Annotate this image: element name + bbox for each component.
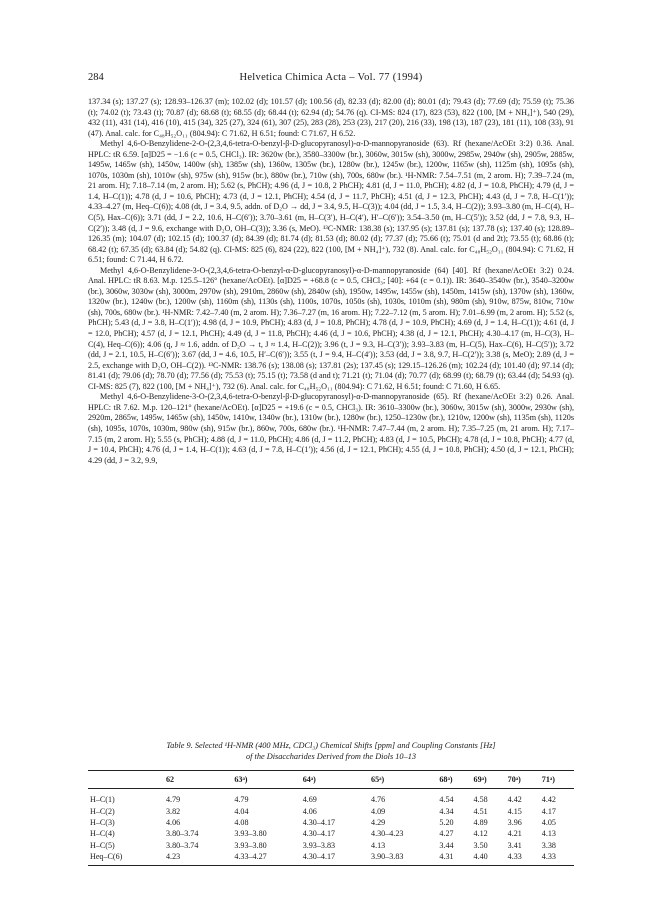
table-cell: 4.30–4.23 — [371, 829, 404, 839]
table-cell: 4.89 — [473, 817, 488, 827]
table-cell: 4.30–4.17 — [302, 817, 336, 827]
table-cell: 4.29 — [371, 817, 386, 827]
column-header: 69ᵃ) — [472, 771, 506, 789]
row-label: H–C(5) — [90, 840, 115, 850]
column-header: 68ᵃ) — [437, 771, 471, 789]
body-text — [88, 97, 574, 466]
table-cell: 4.17 — [541, 806, 556, 816]
table-cell: 3.50 — [473, 840, 488, 850]
row-label: H–C(3) — [90, 817, 115, 827]
column-header: 70ᵃ) — [506, 771, 540, 789]
table-cell: 4.27 — [439, 829, 454, 839]
table-cell: 4.09 — [371, 806, 386, 816]
paragraph-compound-63: Methyl 4,6-O-Benzylidene-2-O-(2,3,4,6-tetra-O-benzyl-β-D-glucopyranosyl)-α-D-mannopyranoside (63). Rf (hexane/AcOEt 3:2) 0.36. Anal. HPLC: tR 6.59. [α]D25 = −1.6 (c = 0.5, CHCl₃). IR: 3620w (br.), 3580–3300w (br.), 3060w, 3015w (sh), 3000w, 2985w, 2940w (sh), 2905w, 2885w, 1495w, 1465w (sh), 1450w, 1400w (sh), 1385w (sh), 1360w, 1305w (br.), 1280w (br.), 1245w (br.), 1200w, 1165w (sh), 1125m (sh), 1095s (sh), 1070s, 1030m (sh), 1010w (sh), 975w (sh), 915w (br.), 880w (br.), 710w (sh), 700s, 680w (br.). ¹H-NMR: 7.54–7.51 (m, 2 arom. H); 7.39–7.24 (m, 21 arom. H); 7.18–7.14 (m, 2 arom. H); 5.62 (s, PhCH); 4.96 (d, J = 10.8, 2 PhCH); 4.81 (d, J = 11.0, PhCH); 4.82 (d, J = 10.8, PhCH); 4.79 (d, J = 1.4, H–C(1)); 4.78 (d, J = 10.6, PhCH); 4.73 (d, J = 12.1, PhCH); 4.54 (d, J = 11.7, PhCH); 4.51 (d, J = 12.3, PhCH); 4.43 (d, J = 7.8, H–C(1′)); 4.33–4.27 (m, Heq–C(6)); 4.08 (dt, J = 3.4, 9.5, addn. of D₂O → dd, J = 3.4, 9.5, H–C(3)); 4.04 (dd, J = 1.5, 3.4, H–C(2)); 3.93–3.80 (m, H–C(4), H–C(5), Hax–C(6)); 3.71 (dd, J = 2.2, 10.6, H–C(6′)); 3.70–3.61 (m, H–C(3′), H–C(4′), H′–C(6′)); 3.54–3.50 (m, H–C(5′)); 3.52 (dd, J = 7.8, 9.3, H–C(2′)); 3.48 (d, J = 9.6, exchange with D₂O, OH–C(3)); 3.36 (s, MeO). ¹³C-NMR: 138.38 (s); 137.95 (s); 137.81 (s); 137.78 (s); 137.40 (s); 128.89–126.35 (m); 104.07 (d); 102.15 (d); 100.37 (d); 84.39 (d); 81.74 (d); 81.53 (d); 80.02 (d); 77.37 (d); 75.66 (t); 75.01 (d and 2t); 73.55 (t); 68.86 (t); 68.42 (t); 67.35 (d); 63.84 (d); 54.82 (q). CI-MS: 825 (6), 824 (22), 822 (100, [M + NH₄]⁺), 732 (8). Anal. calc. for C₄₈H₅₂O₁₁ (804.94): C 71.62, H 6.51; found: C 71.44, H 6.72. — [88, 139, 574, 265]
table-cell: 3.80–3.74 — [166, 829, 199, 839]
table-cell: 4.05 — [541, 817, 556, 827]
row-label: H–C(1) — [90, 795, 115, 805]
table-header-row — [88, 771, 574, 789]
paragraph-compound-65: Methyl 4,6-O-Benzylidene-3-O-(2,3,4,6-tetra-O-benzyl-β-D-glucopyranosyl)-α-D-mannopyranoside (65). Rf (hexane/AcOEt 3:2) 0.26. Anal. HPLC: tR 7.62. M.p. 120–121° (hexane/AcOEt). [α]D25 = +19.6 (c = 0.5, CHCl₃). IR: 3610–3300w (br.), 3060w, 3015w (sh), 3000w, 2930w (sh), 2920m, 2865w, 1495w, 1465w (sh), 1450w, 1410w, 1340w (br.), 1310w (br.), 1280w (br.), 1250–1230w (br.), 1210w, 1200w (sh), 1135m (sh), 1120s (sh), 1095s, 1070s, 1030m, 980w (sh), 915w (br.), 860w, 700s, 680w (br.). ¹H-NMR: 7.47–7.44 (m, 2 arom. H); 7.35–7.25 (m, 21 arom. H); 7.17–7.15 (m, 2 arom. H); 5.55 (s, PhCH); 4.88 (d, J = 11.0, PhCH); 4.86 (d, J = 11.2, PhCH); 4.83 (d, J = 10.5, PhCH); 4.78 (d, J = 10.8, PhCH); 4.77 (d, J = 10.4, PhCH); 4.76 (d, J = 1.4, H–C(1)); 4.63 (d, J = 7.8, H–C(1′)); 4.56 (d, J = 12.1, PhCH); 4.55 (d, J = 10.8, PhCH); 4.50 (d, J = 12.1, PhCH); 4.29 (dd, J = 3.2, 9.9, — [88, 392, 574, 465]
table-cell: 3.41 — [507, 840, 522, 850]
running-head — [88, 72, 574, 86]
table-cell: 4.15 — [507, 806, 522, 816]
table-cell: 4.12 — [473, 829, 488, 839]
table-cell: 3.93–3.80 — [234, 840, 267, 850]
column-header: 63ᵃ) — [232, 771, 300, 789]
table-cell: 4.06 — [302, 806, 317, 816]
table-cell: 4.30–4.17 — [301, 851, 369, 866]
table-cell: 4.40 — [472, 851, 506, 866]
table-cell: 4.13 — [541, 829, 556, 839]
column-header: 64ᵃ) — [301, 771, 369, 789]
table-cell: 4.42 — [507, 795, 522, 805]
table-cell: 4.06 — [166, 817, 181, 827]
row-label: H–C(4) — [90, 829, 115, 839]
table-cell: 4.08 — [234, 817, 249, 827]
row-label: Heq–C(6) — [88, 851, 164, 866]
table-caption-line-1: Table 9. Selected ¹H-NMR (400 MHz, CDCl₃) Chemical Shifts [ppm] and Coupling Constants [Hz] — [166, 741, 496, 750]
table-cell: 4.69 — [302, 795, 317, 805]
page-number: 284 — [88, 72, 104, 83]
table-cell: 3.90–3.83 — [369, 851, 437, 866]
table-cell: 4.54 — [439, 795, 454, 805]
table-cell: 4.76 — [371, 795, 386, 805]
nmr-shift-table — [88, 770, 574, 866]
table-row — [88, 851, 574, 866]
table-row — [88, 817, 574, 828]
table-cell: 4.79 — [166, 795, 181, 805]
table-cell: 4.33 — [540, 851, 574, 866]
table-cell: 4.42 — [541, 795, 556, 805]
table-row — [88, 840, 574, 851]
table-cell: 3.44 — [439, 840, 454, 850]
table-cell: 4.58 — [473, 795, 488, 805]
table-cell: 4.33–4.27 — [232, 851, 300, 866]
table-cell: 3.93–3.80 — [234, 829, 267, 839]
table-cell: 4.04 — [234, 806, 249, 816]
paragraph-compound-64: Methyl 4,6-O-Benzylidene-3-O-(2,3,4,6-tetra-O-benzyl-α-D-glucopyranosyl)-α-D-mannopyranoside (64) [40]. Rf (hexane/AcOEt 3:2) 0.24. Anal. HPLC: tR 8.63. M.p. 125.5–126° (hexane/AcOEt). [α]D25 = +68.8 (c = 0.5, CHCl₃; [40]: +64 (c = 0.1)). IR: 3640–3540w (br.), 3540–3200w (br.), 3060w, 3030w (sh), 3000m, 2970w (sh), 2910m, 2860w (sh), 2840w (sh), 1950w, 1495w, 1455w (sh), 1450m, 1415w (sh), 1370w (sh), 1360w, 1320w (br.), 1240w (br.), 1200w (sh), 1160m (sh), 1130s (sh), 1100s, 1070s, 1050s (sh), 1030s, 1010m (sh), 980m (sh), 910w, 875w, 810w, 710w (sh), 700s, 680w (br.). ¹H-NMR: 7.42–7.40 (m, 2 arom. H); 7.36–7.27 (m, 16 arom. H); 7.22–7.12 (m, 5 arom. H); 7.01–6.99 (m, 2 arom. H); 5.52 (s, PhCH); 5.43 (d, J = 3.8, H–C(1′)); 4.98 (d, J = 10.9, PhCH); 4.83 (d, J = 10.8, PhCH); 4.78 (d, J = 10.9, PhCH); 4.69 (d, J = 1.4, H–C(1)); 4.61 (d, J = 12.0, PhCH); 4.57 (d, J = 12.1, PhCH); 4.49 (d, J = 11.8, PhCH); 4.46 (d, J = 10.6, PhCH); 4.38 (d, J = 12.1, PhCH); 4.30–4.17 (m, H–C(3), H–C(4), Heq–C(6)); 4.06 (q, J ≈ 1.6, addn. of D₂O → t, J ≈ 1.4, H–C(2)); 3.96 (t, J = 9.3, H–C(3′)); 3.93–3.83 (m, H–C(5), Hax–C(6), H–C(5′)); 3.72 (dd, J = 2.1, 10.5, H–C(6′)); 3.67 (dd, J = 4.6, 10.5, H′–C(6′)); 3.55 (t, J = 9.4, H–C(4′)); 3.53 (dd, J = 3.8, 9.7, H–C(2′)); 3.38 (s, MeO); 2.89 (d, J = 2.5, exchange with D₂O, OH–C(2)). ¹³C-NMR: 138.76 (s); 138.08 (s); 137.81 (2s); 137.45 (s); 129.15–126.26 (m); 102.24 (d); 101.40 (d); 97.14 (d); 81.41 (d); 79.06 (d); 78.70 (d); 77.56 (d); 75.53 (t); 75.15 (t); 73.58 (d and t); 71.21 (t); 71.04 (d); 70.77 (d); 68.99 (t); 68.79 (t); 63.44 (d); 54.93 (q). CI-MS: 825 (7), 822 (100, [M + NH₄]⁺), 732 (6). Anal. calc. for C₄₈H₅₂O₁₁ (804.94): C 71.62, H 6.51; found: C 71.60, H 6.65. — [88, 265, 574, 391]
table-row — [88, 789, 574, 806]
table-cell: 4.13 — [371, 840, 386, 850]
column-header: 65ᵃ) — [369, 771, 437, 789]
table-cell: 3.82 — [166, 806, 181, 816]
table-cell: 3.80–3.74 — [166, 840, 199, 850]
table-cell: 4.34 — [439, 806, 454, 816]
table-cell: 4.33 — [506, 851, 540, 866]
column-header: 71ᵃ) — [540, 771, 574, 789]
table-row — [88, 828, 574, 839]
table-cell: 3.96 — [507, 817, 522, 827]
paragraph-continuation: 137.34 (s); 137.27 (s); 128.93–126.37 (m); 102.02 (d); 101.57 (d); 100.56 (d), 82.33 (d); 82.00 (d); 80.01 (d); 79.43 (d); 77.69 (d); 75.59 (t); 75.36 (t); 74.02 (t); 73.43 (t); 70.87 (d); 68.68 (t); 68.55 (d); 68.44 (t); 62.94 (d); 54.76 (q). CI-MS: 824 (17), 823 (53), 822 (100, [M + NH₄]⁺), 540 (29), 432 (11), 431 (14), 416 (10), 415 (34), 325 (27), 324 (61), 307 (25), 283 (28), 253 (23), 217 (20), 216 (33), 198 (13), 187 (23), 181 (11), 108 (33), 91 (47). Anal. calc. for C₄₈H₅₂O₁₁ (804.94): C 71.62, H 6.51; found: C 71.67, H 6.52. — [88, 97, 574, 138]
table-cell: 4.79 — [234, 795, 249, 805]
table-cell: 4.30–4.17 — [302, 829, 336, 839]
table-cell: 4.51 — [473, 806, 488, 816]
table-caption-line-2: of the Disaccharides Derived from the Diols 10–13 — [246, 751, 416, 761]
row-label: H–C(2) — [90, 806, 115, 816]
table-row — [88, 805, 574, 816]
table-caption — [100, 741, 562, 762]
table-cell: 5.20 — [439, 817, 454, 827]
table-cell: 4.21 — [507, 829, 522, 839]
column-header: 62 — [164, 771, 232, 789]
table-cell: 4.23 — [164, 851, 232, 866]
column-header — [88, 771, 164, 789]
table-cell: 4.31 — [437, 851, 471, 866]
table-cell: 3.93–3.83 — [302, 840, 336, 850]
journal-title: Helvetica Chimica Acta – Vol. 77 (1994) — [239, 72, 423, 83]
table-cell: 3.38 — [541, 840, 556, 850]
